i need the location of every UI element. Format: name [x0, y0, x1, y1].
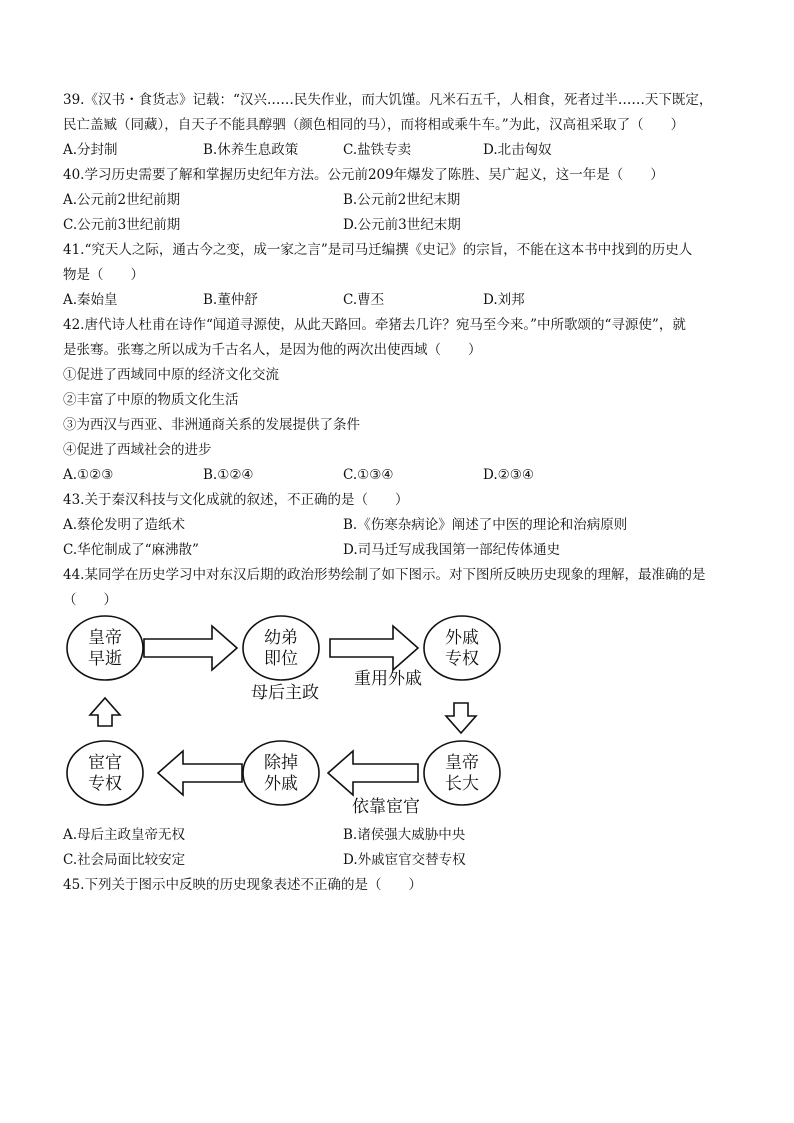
q42-option-d: D.②③④ — [483, 467, 534, 483]
arrow-down — [446, 703, 476, 733]
node-6-line1: 宦官 — [88, 753, 122, 773]
label-empress-regency: 母后主政 — [251, 683, 319, 703]
q41-stem-line2: 物是（ ） — [63, 267, 144, 283]
arrow-up — [90, 698, 120, 726]
node-consort-kin-power — [424, 616, 500, 680]
q39-option-c: C.盐铁专卖 — [343, 142, 412, 158]
node-2-line1: 幼弟 — [264, 628, 298, 648]
node-6-line2: 专权 — [88, 774, 122, 794]
label-rely-eunuchs: 依靠宦官 — [352, 797, 420, 817]
q44-stem-line2: （ ） — [63, 592, 117, 608]
arrow-left-2 — [158, 751, 242, 795]
q39-stem-line2: 民亡盖臧（同藏），自天子不能具醇驷（颜色相同的马），而将相或乘牛车。”为此，汉高祖采取了（ ） — [63, 117, 685, 133]
node-remove-consort-kin — [243, 741, 319, 805]
node-emperor-early-death — [67, 616, 143, 680]
q41-option-a: A.秦始皇 — [63, 292, 118, 308]
node-young-brother-throne — [243, 616, 319, 680]
node-5-line2: 外戚 — [264, 774, 298, 794]
q42-statement-3: ③为西汉与西亚、非洲通商关系的发展提供了条件 — [63, 417, 360, 433]
node-emperor-grown — [424, 741, 500, 805]
q39-option-b: B.休养生息政策 — [203, 142, 299, 158]
node-4-line1: 皇帝 — [445, 753, 479, 773]
q44-option-d: D.外戚宦官交替专权 — [343, 852, 466, 868]
q41-stem-line1: 41.“究天人之际，通古今之变，成一家之言”是司马迁编撰《史记》的宗旨，不能在这本书中找到的历史人 — [63, 242, 693, 258]
node-3-line1: 外戚 — [445, 628, 479, 648]
node-3-line2: 专权 — [445, 649, 479, 669]
q40-option-c: C.公元前3世纪前期 — [63, 217, 181, 233]
q42-statement-4: ④促进了西域社会的进步 — [63, 442, 212, 458]
arrow-right-2 — [330, 626, 418, 670]
node-1-line2: 早逝 — [88, 649, 122, 669]
q39-stem-line1: 39.《汉书・食货志》记载：“汉兴……民失作业，而大饥馑。凡米石五千，人相食，死者过半……天下既定， — [63, 92, 713, 108]
node-2-line2: 即位 — [264, 649, 298, 669]
q40-option-d: D.公元前3世纪末期 — [343, 217, 461, 233]
q42-statement-2: ②丰富了中原的物质文化生活 — [63, 392, 239, 408]
node-1-line1: 皇帝 — [88, 628, 122, 648]
q44-flow-diagram — [60, 608, 510, 824]
q40-stem-line1: 40.学习历史需要了解和掌握历史纪年方法。公元前209年爆发了陈胜、吴广起义，这一年是（ ） — [63, 167, 664, 183]
arrow-right-1 — [144, 626, 237, 670]
q39-option-d: D.北击匈奴 — [483, 142, 552, 158]
arrow-left-1 — [328, 751, 418, 795]
q42-statement-1: ①促进了西域同中原的经济文化交流 — [63, 367, 279, 383]
q44-option-b: B.诸侯强大威胁中央 — [343, 827, 466, 843]
q44-stem-line1: 44.某同学在历史学习中对东汉后期的政治形势绘制了如下图示。对下图所反映历史现象的理解，最准确的是 — [63, 567, 706, 583]
q45-stem-line1: 45.下列关于图示中反映的历史现象表述不正确的是（ ） — [63, 877, 422, 893]
q41-option-d: D.刘邦 — [483, 292, 525, 308]
node-4-line2: 长大 — [445, 774, 479, 794]
node-eunuch-power — [67, 741, 143, 805]
q42-option-c: C.①③④ — [343, 467, 394, 483]
q43-option-c: C.华佗制成了“麻沸散” — [63, 542, 199, 558]
q40-option-a: A.公元前2世纪前期 — [63, 192, 181, 208]
q42-option-a: A.①②③ — [63, 467, 114, 483]
q42-option-b: B.①②④ — [203, 467, 254, 483]
q41-option-b: B.董仲舒 — [203, 292, 258, 308]
q43-option-d: D.司马迁写成我国第一部纪传体通史 — [343, 542, 561, 558]
q43-option-b: B.《伤寒杂病论》阐述了中医的理论和治病原则 — [343, 517, 628, 533]
q41-option-c: C.曹丕 — [343, 292, 385, 308]
label-rely-consort-kin: 重用外戚 — [354, 669, 422, 689]
q42-stem-line2: 是张骞。张骞之所以成为千古名人，是因为他的两次出使西域（ ） — [63, 342, 482, 358]
q40-option-b: B.公元前2世纪末期 — [343, 192, 461, 208]
q43-stem-line1: 43.关于秦汉科技与文化成就的叙述，不正确的是（ ） — [63, 492, 409, 508]
q44-option-c: C.社会局面比较安定 — [63, 852, 186, 868]
node-5-line1: 除掉 — [264, 753, 298, 773]
q43-option-a: A.蔡伦发明了造纸术 — [63, 517, 186, 533]
q42-stem-line1: 42.唐代诗人杜甫在诗作“闻道寻源使，从此天路回。牵猪去几许？宛马至今来。”中所歌颂的“寻源使”，就 — [63, 317, 686, 333]
q44-option-a: A.母后主政皇帝无权 — [63, 827, 186, 843]
q39-option-a: A.分封制 — [63, 142, 118, 158]
